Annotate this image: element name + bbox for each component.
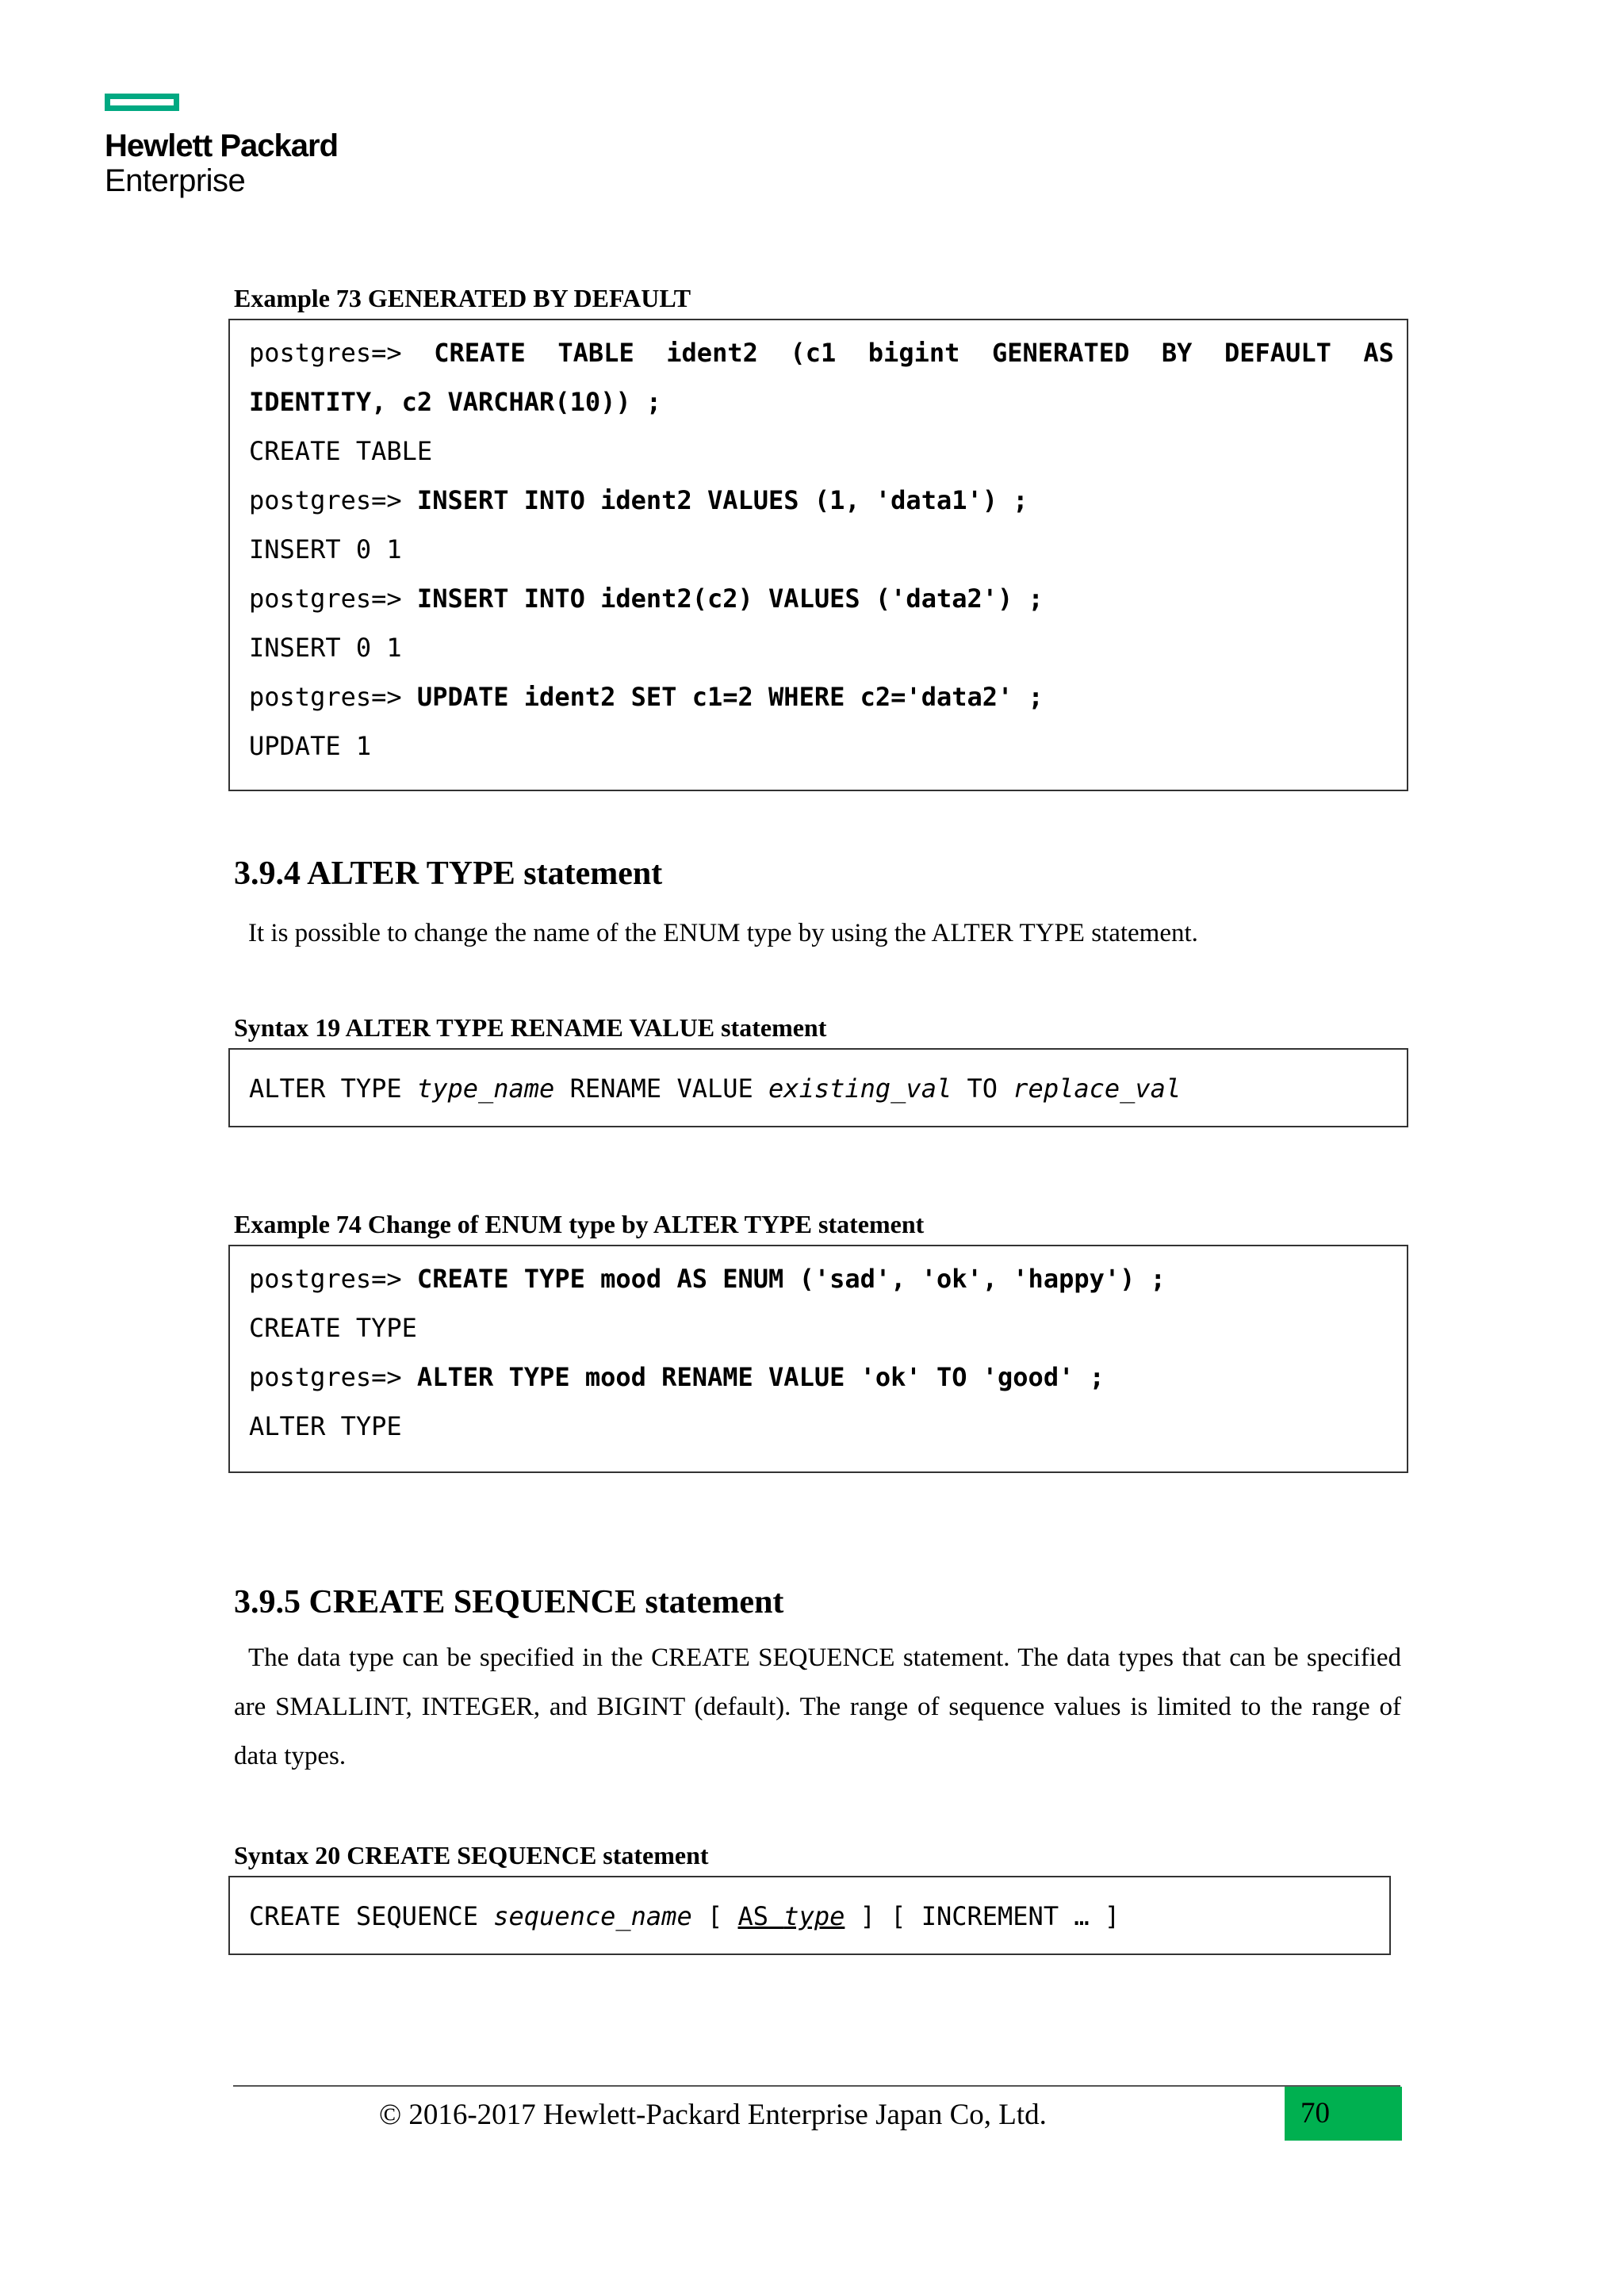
- code-line: IDENTITY, c2 VARCHAR(10)) ;: [249, 387, 662, 417]
- footer-divider: [233, 2085, 1400, 2087]
- logo-line-1: Hewlett Packard: [105, 128, 339, 163]
- syntax19-codebox: [228, 1048, 1408, 1127]
- code-line: postgres=> ALTER TYPE mood RENAME VALUE 'ok' TO 'good' ;: [249, 1362, 1105, 1392]
- code-line: INSERT 0 1: [249, 633, 402, 663]
- section-3-9-5-paragraph: The data type can be specified in the CREATE SEQUENCE statement. The data types that can be specified are SMALLINT, INTEGER, and BIGINT (default). The range of sequence values is limited to the range of data types.: [234, 1644, 1401, 1770]
- syntax20-codebox: [228, 1876, 1391, 1955]
- page-number: 70: [1300, 2097, 1330, 2130]
- code-line: CREATE TABLE: [249, 436, 433, 466]
- logo-line-2: Enterprise: [105, 163, 246, 198]
- code-line: CREATE SEQUENCE sequence_name [ AS type ] [ INCREMENT … ]: [249, 1901, 1120, 1931]
- code-line: postgres=> CREATE TYPE mood AS ENUM ('sad', 'ok', 'happy') ;: [249, 1264, 1166, 1294]
- code-line: postgres=> UPDATE ident2 SET c1=2 WHERE c2='data2' ;: [249, 682, 1044, 712]
- section-3-9-5-heading: 3.9.5 CREATE SEQUENCE statement: [234, 1584, 784, 1621]
- section-3-9-4-paragraph: It is possible to change the name of the ENUM type by using the ALTER TYPE statement.: [248, 919, 1198, 947]
- code-line: postgres=> INSERT INTO ident2 VALUES (1, 'data1') ;: [249, 485, 1028, 515]
- syntax20-caption: Syntax 20 CREATE SEQUENCE statement: [234, 1841, 709, 1869]
- code-line: ALTER TYPE: [249, 1411, 402, 1441]
- code-line: postgres=> CREATE TABLE ident2 (c1 bigint GENERATED BY DEFAULT AS: [249, 338, 1394, 368]
- code-line: INSERT 0 1: [249, 534, 402, 564]
- page-number-box: [1285, 2087, 1402, 2141]
- code-line: postgres=> INSERT INTO ident2(c2) VALUES ('data2') ;: [249, 584, 1044, 614]
- section-3-9-4-heading: 3.9.4 ALTER TYPE statement: [234, 855, 663, 892]
- footer-copyright: © 2016-2017 Hewlett-Packard Enterprise Japan Co, Ltd.: [379, 2099, 1047, 2131]
- code-line: ALTER TYPE type_name RENAME VALUE existing_val TO replace_val: [249, 1073, 1182, 1104]
- code-line: UPDATE 1: [249, 731, 372, 761]
- syntax19-caption: Syntax 19 ALTER TYPE RENAME VALUE statement: [234, 1013, 827, 1042]
- example74-caption: Example 74 Change of ENUM type by ALTER TYPE statement: [234, 1210, 925, 1238]
- hpe-logo: [105, 94, 338, 198]
- example73-codebox: [228, 319, 1408, 791]
- code-line: CREATE TYPE: [249, 1313, 417, 1343]
- logo-rectangle-icon: [105, 94, 179, 111]
- example73-caption: Example 73 GENERATED BY DEFAULT: [234, 284, 691, 312]
- example74-codebox: [228, 1245, 1408, 1473]
